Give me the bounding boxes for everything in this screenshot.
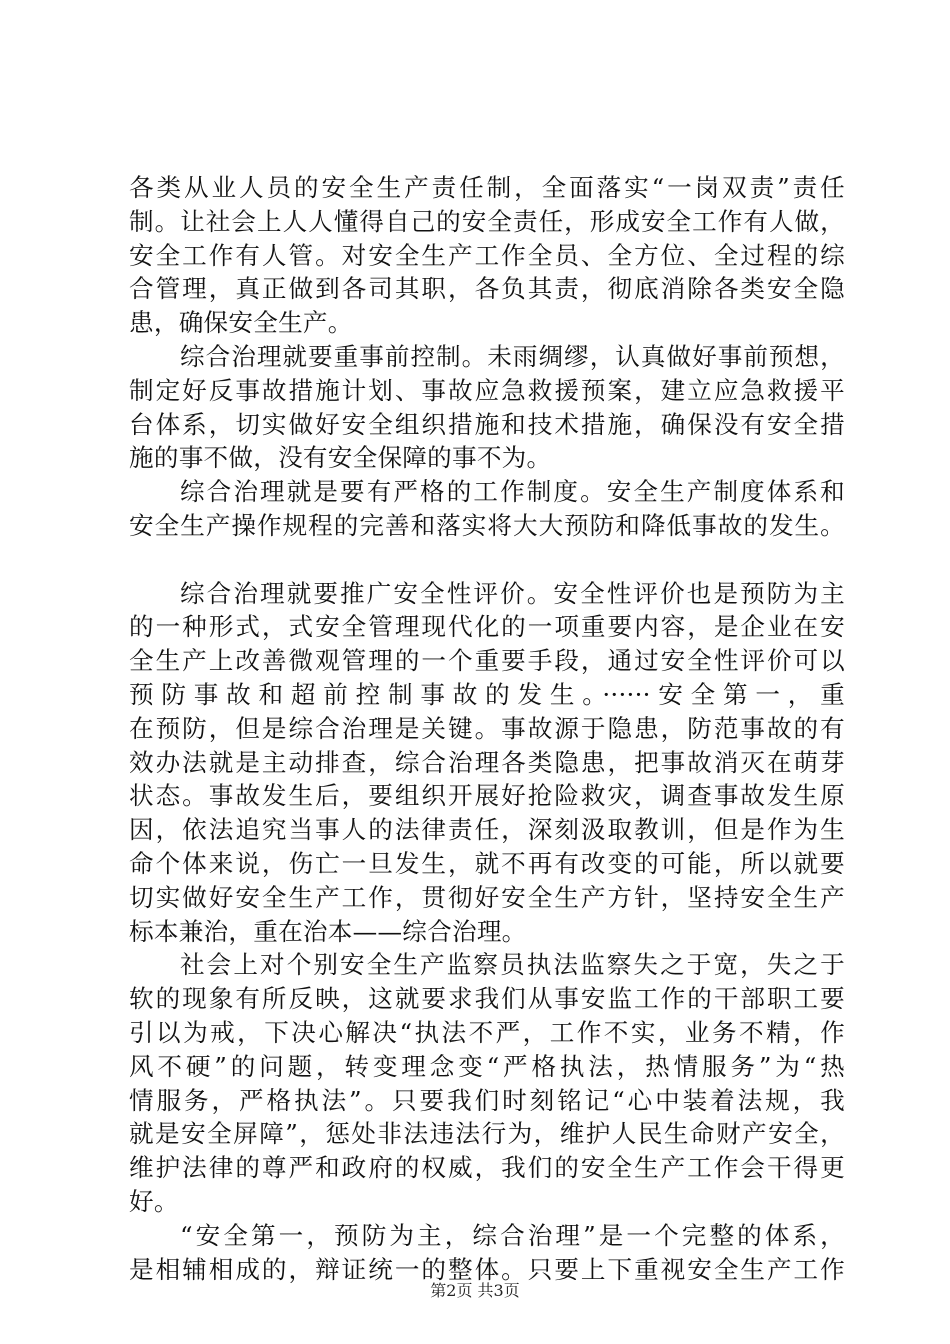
text-line: 预防事故和超前控制事故的发生。······安全第一，重 bbox=[129, 679, 845, 709]
paragraph-first-line: 综合治理就要重事前控制。未雨绸缪，认真做好事前预想， bbox=[180, 341, 845, 371]
text-line: 就是安全屏障”，惩处非法违法行为，维护人民生命财产安全， bbox=[129, 1119, 845, 1149]
text-line: 引以为戒，下决心解决“执法不严，工作不实，业务不精，作 bbox=[129, 1017, 845, 1047]
text-line: 效办法就是主动排查，综合治理各类隐患，把事故消灭在萌芽 bbox=[129, 747, 845, 777]
text-line: 好。 bbox=[129, 1186, 179, 1216]
text-line: 的一种形式，式安全管理现代化的一项重要内容，是企业在安 bbox=[129, 612, 845, 642]
paragraph-first-line: 社会上对个别安全生产监察员执法监察失之于宽，失之于 bbox=[180, 950, 845, 980]
text-line: 因，依法追究当事人的法律责任，深刻汲取教训，但是作为生 bbox=[129, 815, 845, 845]
paragraph-first-line: “安全第一，预防为主，综合治理”是一个完整的体系， bbox=[180, 1220, 845, 1250]
paragraph-first-line: 综合治理就要推广安全性评价。安全性评价也是预防为主 bbox=[180, 578, 845, 608]
text-line: 施的事不做，没有安全保障的事不为。 bbox=[129, 443, 552, 473]
paragraph-gap bbox=[129, 543, 845, 577]
text-line: 情服务，严格执法”。只要我们时刻铭记“心中装着法规，我 bbox=[129, 1085, 845, 1115]
text-line: 患，确保安全生产。 bbox=[129, 308, 353, 338]
text-line: 台体系，切实做好安全组织措施和技术措施，确保没有安全措 bbox=[129, 409, 845, 439]
document-body bbox=[129, 171, 845, 1286]
text-line: 合管理，真正做到各司其职，各负其责，彻底消除各类安全隐 bbox=[129, 274, 845, 304]
text-line: 软的现象有所反映，这就要求我们从事安监工作的干部职工要 bbox=[129, 984, 845, 1014]
text-line: 各类从业人员的安全生产责任制，全面落实“一岗双责”责任 bbox=[129, 173, 845, 202]
text-line: 状态。事故发生后，要组织开展好抢险救灾，调查事故发生原 bbox=[129, 781, 845, 811]
text-line: 维护法律的尊严和政府的权威，我们的安全生产工作会干得更 bbox=[129, 1153, 845, 1183]
text-line: 安全工作有人管。对安全生产工作全员、全方位、全过程的综 bbox=[129, 240, 845, 270]
text-line: 安全生产操作规程的完善和落实将大大预防和降低事故的发生。 bbox=[129, 510, 845, 540]
text-line: 风不硬”的问题，转变理念变“严格执法，热情服务”为“热 bbox=[129, 1051, 845, 1081]
text-line: 切实做好安全生产工作，贯彻好安全生产方针，坚持安全生产 bbox=[129, 882, 845, 912]
text-line: 制。让社会上人人懂得自己的安全责任，形成安全工作有人做， bbox=[129, 206, 845, 236]
page-number-footer: 第2页 共3页 bbox=[430, 1281, 520, 1300]
text-line: 标本兼治，重在治本——综合治理。 bbox=[129, 916, 527, 946]
text-line: 全生产上改善微观管理的一个重要手段，通过安全性评价可以 bbox=[129, 646, 845, 676]
text-line: 制定好反事故措施计划、事故应急救援预案，建立应急救援平 bbox=[129, 375, 845, 405]
text-line: 在预防，但是综合治理是关键。事故源于隐患，防范事故的有 bbox=[129, 713, 845, 743]
paragraph-first-line: 综合治理就是要有严格的工作制度。安全生产制度体系和 bbox=[180, 477, 845, 507]
text-line: 是相辅相成的，辩证统一的整体。只要上下重视安全生产工作 bbox=[129, 1254, 845, 1284]
text-line: 命个体来说，伤亡一旦发生，就不再有改变的可能，所以就要 bbox=[129, 848, 845, 878]
